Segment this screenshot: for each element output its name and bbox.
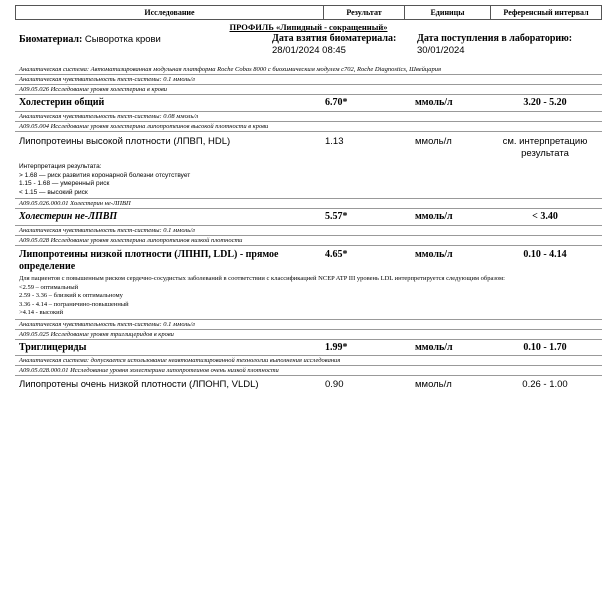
row-name: Липопротены очень низкой плотности (ЛПОНП, VLDL) bbox=[19, 378, 259, 390]
taken-value: 28/01/2024 08:45 bbox=[272, 45, 346, 56]
ldl-interpretation bbox=[15, 275, 602, 318]
row-result: 4.65* bbox=[325, 249, 348, 260]
row-result: 1.99* bbox=[325, 341, 348, 353]
row-ref: см. интерпретацию результата bbox=[502, 136, 588, 159]
row-result: 6.70* bbox=[325, 97, 348, 108]
row-name: Холестерин не-ЛПВП bbox=[19, 211, 118, 222]
row-hdl bbox=[15, 136, 602, 160]
row-ref: 0.26 - 1.00 bbox=[522, 378, 568, 390]
row-unit: ммоль/л bbox=[415, 97, 453, 108]
row-total-cholesterol bbox=[15, 97, 602, 109]
row-result: 0.90 bbox=[325, 378, 344, 390]
row-ref: 0.10 - 4.14 bbox=[523, 249, 567, 260]
interp-line: 2.59 - 3.36 – близкий к оптимальному bbox=[19, 292, 123, 299]
received-label: Дата поступления в лабораторию: bbox=[417, 33, 573, 44]
header-ref: Референсный интервал bbox=[503, 8, 589, 17]
vldl-system-note: Аналитическая система: допускается использование неавтоматизированной технологии выполнения исследования bbox=[19, 356, 341, 364]
taken-label: Дата взятия биоматериала: bbox=[272, 33, 397, 44]
interp-line: Интерпретация результата: bbox=[19, 163, 102, 170]
interp-line: < 1.15 — высокий риск bbox=[19, 188, 88, 196]
row-non-hdl bbox=[15, 211, 602, 223]
row-unit: ммоль/л bbox=[415, 136, 452, 147]
ldl-code-note: A09.05.028 Исследование уровня холестерина липопротеинов низкой плотности bbox=[19, 237, 243, 244]
header-result: Результат bbox=[324, 6, 405, 19]
received bbox=[417, 33, 572, 57]
interp-line: > 1.68 — риск развития коронарной болезни отсутствует bbox=[19, 171, 191, 179]
ldl-sensitivity-note: Аналитическая чувствительность тест-системы: 0.1 ммоль/л bbox=[19, 227, 195, 234]
chol-sensitivity-note: Аналитическая чувствительность тест-системы: 0.1 ммоль/л bbox=[19, 76, 195, 83]
chol-code-note: A09.05.026 Исследование уровня холестерина в крови bbox=[19, 86, 168, 93]
interp-line: <2.59 – оптимальный bbox=[19, 283, 79, 291]
row-ref: 0.10 - 1.70 bbox=[523, 341, 567, 353]
received-value: 30/01/2024 bbox=[417, 45, 465, 56]
row-vldl bbox=[15, 379, 602, 391]
row-ref: 3.20 - 5.20 bbox=[523, 97, 567, 108]
row-unit: ммоль/л bbox=[415, 211, 453, 222]
meta-block bbox=[15, 33, 602, 61]
row-unit: ммоль/л bbox=[415, 249, 453, 260]
row-triglycerides bbox=[15, 342, 602, 354]
hdl-code-note: A09.05.004 Исследование уровня холестерина липопротеинов высокой плотности в крови bbox=[19, 123, 269, 130]
hdl-interpretation bbox=[15, 163, 602, 197]
interp-line: 3.36 - 4.14 – пограничино-повышенный bbox=[19, 300, 129, 308]
interp-line: Для пациентов с повышенным риском сердечно-сосудистых заболеваний в соответствии с классификацией NCEP ATP III уровень LDL интерпретируется следующим образом: bbox=[19, 275, 505, 282]
profile-title: ПРОФИЛЬ «Липидный - сокращенный» bbox=[229, 22, 388, 32]
sample-taken bbox=[272, 33, 396, 57]
row-ldl bbox=[15, 249, 602, 273]
row-name: Триглицериды bbox=[19, 341, 87, 353]
row-unit: ммоль/л bbox=[415, 378, 452, 390]
row-result: 1.13 bbox=[325, 136, 344, 147]
vldl-code-note: A09.05.028.000.01 Исследование уровня холестерина липопротеинов очень низкой плотности bbox=[19, 366, 279, 374]
header-test: Исследование bbox=[16, 6, 324, 19]
nonhdl-code-note: A09.05.026.000.01 Холестерин не-ЛПВП bbox=[19, 200, 131, 207]
interp-line: 1.15 - 1.68 — умеренный риск bbox=[19, 180, 110, 187]
table-header bbox=[15, 5, 602, 20]
biomaterial bbox=[19, 33, 161, 46]
header-units: Единицы bbox=[405, 6, 491, 19]
row-ref: < 3.40 bbox=[532, 211, 558, 222]
row-name: Липопротеины низкой плотности (ЛПНП, LDL) - прямое определение bbox=[19, 249, 279, 272]
row-result: 5.57* bbox=[325, 211, 348, 222]
analytic-system-note: Аналитическая система: Автоматизированная модульная платформа Roche Cobas 8000 с биохимическим модулем c702, Roche Diagnostics, Швейцария bbox=[19, 66, 441, 73]
tg-code-note: A09.05.025 Исследование уровня триглицеридов в крови bbox=[19, 330, 174, 338]
tg-sensitivity-note: Аналитическая чувствительность тест-системы: 0.1 ммоль/л bbox=[19, 320, 195, 328]
biomaterial-label: Биоматериал: bbox=[19, 34, 83, 45]
row-unit: ммоль/л bbox=[415, 341, 453, 353]
interp-line: >4.14 - высокий bbox=[19, 309, 64, 316]
row-name: Липопротеины высокой плотности (ЛПВП, HDL) bbox=[19, 136, 231, 147]
row-name: Холестерин общий bbox=[19, 97, 105, 108]
report-sheet bbox=[15, 5, 602, 391]
biomaterial-value: Сыворотка крови bbox=[84, 34, 161, 45]
hdl-sensitivity-note: Аналитическая чувствительность тест-системы: 0.08 ммоль/л bbox=[19, 113, 199, 120]
